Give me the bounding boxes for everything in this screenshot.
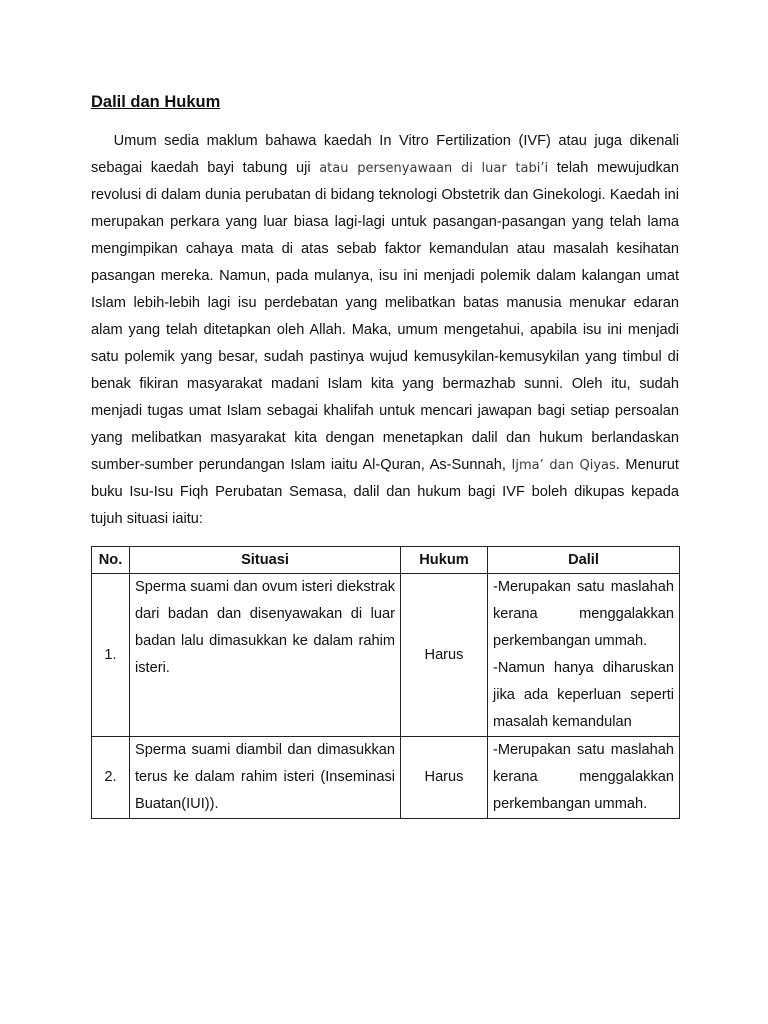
intro-paragraph [91,128,679,533]
dalil-line: -Merupakan satu maslahah kerana menggalakkan perkembangan ummah. [493,579,674,649]
row-dalil [488,574,680,737]
table-row [92,737,680,819]
paragraph-term-2: Ijma’ dan Qiyas [511,458,616,473]
header-no: No. [92,547,130,574]
header-situasi: Situasi [130,547,401,574]
row-number: 2. [92,737,130,819]
header-hukum: Hukum [401,547,488,574]
paragraph-text-3: . Menurut buku Isu-Isu Fiqh Perubatan Semasa, dalil dan hukum bagi IVF boleh dikupas kepada tujuh situasi iaitu: [91,457,679,527]
row-number: 1. [92,574,130,737]
table-row [92,574,680,737]
row-situasi: Sperma suami dan ovum isteri diekstrak dari badan dan disenyawakan di luar badan lalu dimasukkan ke dalam rahim isteri. [130,574,401,737]
row-dalil [488,737,680,819]
dalil-line: -Namun hanya diharuskan jika ada keperluan seperti masalah kemandulan [493,660,674,730]
table-header-row [92,547,680,574]
paragraph-term-1: atau persenyawaan di luar tabi’i [319,161,549,176]
dalil-hukum-table [91,546,680,819]
document-page [91,90,679,819]
section-heading: Dalil dan Hukum [91,93,221,111]
row-hukum: Harus [401,574,488,737]
header-dalil: Dalil [488,547,680,574]
paragraph-text-2: telah mewujudkan revolusi di dalam dunia perubatan di bidang teknologi Obstetrik dan Ginekologi. Kaedah ini merupakan perkara yang luar biasa lagi-lagi untuk pasangan-pasangan yang telah lama mengimpikan cahaya mata di atas sebab faktor kemandulan atau masalah kesihatan pasangan mereka. Namun, pada mulanya, isu ini menjadi polemik dalam kalangan umat Islam lebih-lebih lagi isu perdebatan yang melibatkan batas manusia menukar edaran alam yang telah ditetapkan oleh Allah. Maka, umum mengetahui, apabila isu ini menjadi satu polemik yang besar, sudah pastinya wujud kemusykilan-kemusykilan yang timbul di benak fikiran masyarakat madani Islam kita yang bermazhab sunni. Oleh itu, sudah menjadi tugas umat Islam sebagai khalifah untuk mencari jawapan bagi setiap persoalan yang melibatkan masyarakat kita dengan menetapkan dalil dan hukum berlandaskan sumber-sumber perundangan Islam iaitu Al-Quran, As-Sunnah, [91,160,679,473]
dalil-line: -Merupakan satu maslahah kerana menggalakkan perkembangan ummah. [493,742,674,812]
row-situasi: Sperma suami diambil dan dimasukkan terus ke dalam rahim isteri (Inseminasi Buatan(IUI)). [130,737,401,819]
paragraph-text-1: Umum sedia maklum bahawa kaedah In Vitro Fertilization (IVF) atau juga dikenali sebagai kaedah bayi tabung uji [91,133,679,176]
row-hukum: Harus [401,737,488,819]
